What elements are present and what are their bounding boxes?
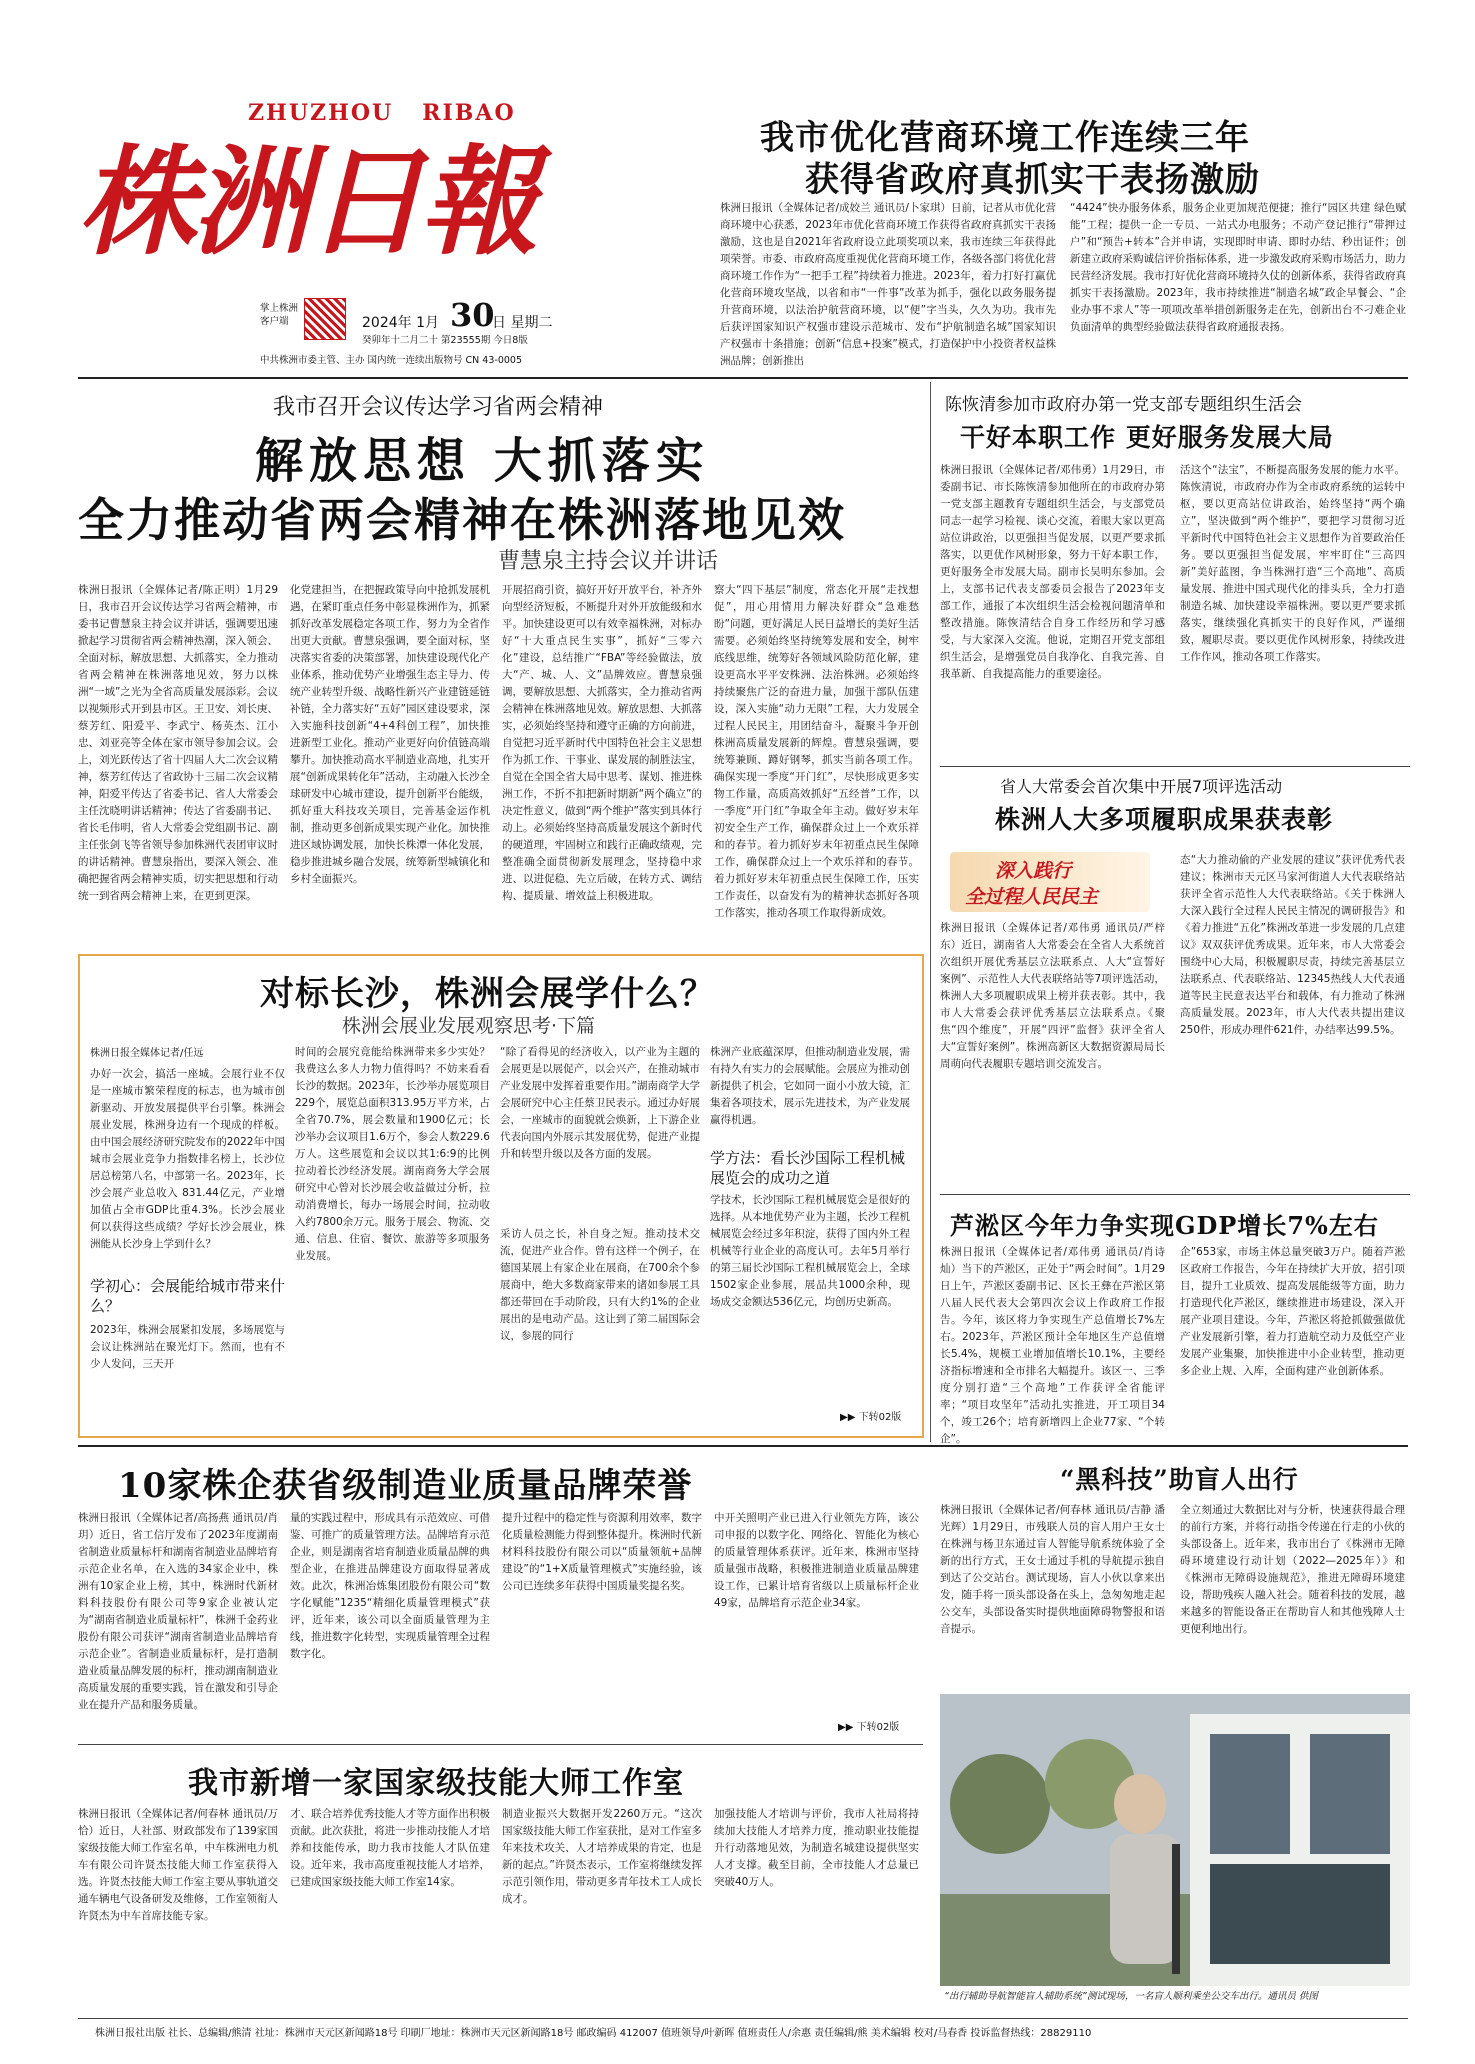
continued-label: 下转02版 — [858, 1412, 902, 1423]
gdp-col-1: 株洲日报讯（全媒体记者/邓伟勇 通讯员/肖诗灿）当下的芦淞区，正处于“两会时间”。1月29日上午，芦淞区委副书记、区长王彝在芦淞区第八届人民代表大会第四次会议上作政府工作报告。今年，该区将力争实现生产总值增长7%左右。2023年，芦淞区预计全年地区生产总值增长5.4%，规模工业增加值增长10.1%，主要经济指标增速和全市排名大幅提升。该区一、三季度分别打造“三个高地”工作获评全省能评率；“项目攻坚年”活动扎实推进，开工项目34个，竣工26个；培育新增四上企业77家、“个转企”。 — [940, 1246, 1165, 1445]
lead-col-2: 化党建担当，在把握政策导向中抢抓发展机遇，在紧盯重点任务中彰显株洲作为，抓紧抓好改革发展稳定各项工作，努力为全省作出更大贡献。曹慧泉强调，要全面对标，坚决落实省委的决策部署，加快建设现代化产业体系，推动优势产业增强生态主导力、传统产业转型升级、战略性新兴产业建链延链补链，全力落实好“五好”园区建设要求，深入实施科技创新“4+4科创工程”，加快推进新型工业化。推动产业更好向价值链高端攀升。加快推动高水平制造业高地，扎实开展“创新成果转化年”活动，主动融入长沙全球研发中心城市建设，提升创新平台能级，抓好重大科技攻关项目，完善基金运作机制，推动更多创新成果实现产业化。加快推进区域协调发展，加快长株潭一体化发展，稳步推进城乡融合发展，统筹新型城镇化和乡村全面振兴。 — [290, 584, 490, 885]
lead-kicker: 我市召开会议传达学习省两会精神 — [273, 395, 604, 420]
top-story-col-2: “4424”快办服务体系，服务企业更加规范便捷；推行“园区共建 绿色赋能”工程；提供一企一专员、一站式办电服务；不动产登记推行“带押过户”和“预告+转本”合并申请，实现即时申请、即时办结、秒出证件；创新建立政府采购诚信评价指标体系，进一步激发政府采购市场活力，助力民营经济发展。我市打好优化营商环境持久仗的创新体系，获得省政府真抓实干表扬激励。2023年，我市持续推进“制造名城”政企早餐会、“企业办事不求人”等一项项改革举措创新服务走在先，创新出台不刁难企业负面清单的典型经验做法获得省政府通报表扬。 — [1070, 202, 1406, 333]
master-col-3: 制造业振兴大数据开发2260万元。“这次国家级技能大师工作室获批，是对工作室多年来技术攻关、人才培养成果的肯定，也是新的起点。”许贤杰表示，工作室将继续发挥示范引领作用，带动更多青年技术工人成长成才。 — [502, 1808, 702, 1905]
npc-story — [940, 770, 1410, 1190]
badge-line-1: 深入践行 — [995, 860, 1072, 882]
lead-col-3: 开展招商引资，搞好开好开放平台，补齐外向型经济短板，不断提升对外开放能级和水平。加快建设更可以有效幸福株洲，对标办好“十大重点民生实事”，抓好“三零六化”建设，总结推广“FBA”等经验做法，放大“产、城、人、文”品牌效应。曹慧泉强调，要解放思想、大抓落实，全力推动省两会精神在株洲落地见效。解放思想、大抓落实，必须始终坚持和遵守正确的方向前进，自觉把习近平新时代中国特色社会主义思想作为抓工作、干事业、谋发展的制胜法宝，自觉在全国全省大局中思考、谋划、推进株洲工作，不折不扣把新时期新“两个确立”的决定性意义，做到“两个维护”落实到具体行动上。必须始终坚持高质量发展这个新时代的硬道理，牢固树立和践行正确政绩观，完整准确全面贯彻新发展理念，坚持稳中求进、以进促稳、先立后破，在转方式、调结构、提质量、增效益上积极进取。 — [502, 584, 702, 902]
qr-caption: 掌上株洲 客户端 — [260, 303, 299, 327]
quality-col-4: 中开关照明产业已进入行业领先方阵，该公司申报的以数字化、网络化、智能化为核心的质量管理体系获评。近年来，株洲市坚持质量强市战略，积极推进制造业质量品牌建设工作，已累计培育省级以上质量标杆企业49家，品牌培育示范企业34家。 — [714, 1512, 919, 1609]
npc-headline: 株洲人大多项履职成果获表彰 — [995, 805, 1334, 834]
master-col-1: 株洲日报讯（全媒体记者/何春林 通讯员/万恰）近日，人社部、财政部发布了139家国家级技能大师工作室名单，中车株洲电力机车有限公司许贤杰技能大师工作室获得入选。许贤杰技能大师工作室主要从事轨道交通车辆电气设备研发及维修，工作室领衔人许贤杰为中车首席技能专家。 — [78, 1808, 278, 1922]
boxed-headline: 对标长沙，株洲会展学什么？ — [260, 974, 715, 1014]
lead-subhead: 曹慧泉主持会议并讲话 — [498, 549, 719, 574]
quality-headline: 10家株企获省级制造业质量品牌荣誉 — [118, 1466, 693, 1506]
bus-scene-illustration — [940, 1694, 1410, 1986]
divider — [78, 377, 1408, 379]
photo-caption: “出行辅助导航智能盲人辅助系统”测试现场，一名盲人顺利乘坐公交车出行。通讯员 供图 — [944, 1991, 1318, 2002]
arrow-icon: ▶▶ — [838, 1722, 854, 1733]
lunar-issue: 癸卯年十二月二十 第23555期 今日8版 — [362, 335, 528, 346]
column-divider — [930, 382, 931, 1442]
divider — [78, 1445, 1408, 1447]
badge-line-2: 全过程人民民主 — [965, 886, 1099, 908]
blind-col-1: 株洲日报讯（全媒体记者/何春林 通讯员/吉静 潘光辉）1月29日，市残联人员的盲人用户王女士在株洲与杨卫东通过盲人智能导航系统体验了全新的出行方式，王女士通过手机的导航提示独自到达了公交站台。测试现场，盲人小伙以拿来出发，随手将一顶头部设备在头上，急匆匆地走起公交车，头部设备实时提供地面障碍物警报和语音提示。 — [940, 1504, 1165, 1635]
blind-col-2: 全立刻通过大数据比对与分析，快速获得最合理的前行方案，并将行动指令传递在行走的小伙的头部设备上。近年来，我市出台了《株洲市无障碍环境建设行动计划（2022—2025年）》和《株洲市无障碍设施规范》，推进无障碍环境建设，帮助残疾人融入社会。随着科技的发展，越来越多的智能设备正在帮助盲人和其他残障人士更便利地出行。 — [1180, 1504, 1405, 1635]
gdp-headline: 芦淞区今年力争实现GDP增长7%左右 — [950, 1211, 1379, 1240]
lead-headline-1: 解放思想 大抓落实 — [255, 433, 710, 489]
chen-col-1: 株洲日报讯（全媒体记者/邓伟勇）1月29日，市委副书记、市长陈恢清参加他所在的市政府办第一党支部主题教育专题组织生活会，与支部党员同志一起学习检视、谈心交流，着眼大家以更高站位讲政治，以更强担当促发展，以更严要求抓落实，以更优作风树形象，努力干好本职工作，更好服务全市发展大局。副市长吴明东参加。会上，支部书记代表支部委员会报告了2023年支部工作，通报了本次组织生活会检视问题清单和整改措施。陈恢清结合自身工作经历和学习感受，与大家深入交流。他说，定期召开党支部组织生活会，是增强党员自我净化、自我完善、自我革新、自我提高能力的重要途径。 — [940, 464, 1165, 680]
continued-link[interactable] — [838, 1718, 899, 1733]
boxed-col-4: 株洲产业底蕴深厚，但推动制造业发展，需有持久有实力的会展赋能。会展应为推动创新提供了机会，它如同一面小小放大镜，汇集着各项技术，展示先进技术，为产业发展赢得机遇。 — [710, 1046, 910, 1126]
lead-headline-2: 全力推动省两会精神在株洲落地见效 — [78, 493, 846, 547]
lead-col-4: 察大“四下基层”制度，常态化开展“走找想促”，用心用情用力解决好群众“急难愁盼”问题，更好满足人民日益增长的美好生活需要。必须始终坚持统筹发展和安全，树牢底线思维，统筹好各领域风险防范化解，建设更高水平平安株洲、法治株洲。必须始终持续聚焦广泛的奋进力量，加强干部队伍建设，深入实施“动力无限”工程，大力发展全过程人民民主，用团结奋斗，凝聚斗争开创株洲高质量发展新的辉煌。曹慧泉强调，要统筹兼顾、蹲好钢琴，抓实当前各项工作。确保实现一季度“开门红”，尽快形成更多实物工作量，高质高效抓好“五经普”工作，以一季度“开门红”争取全年主动。做好岁末年初安全生产工作，确保群众过上一个欢乐祥和的春节。着力抓好岁末年初重点民生保障工作，确保群众过上一个欢乐祥和的春节。着力抓好岁末年初重点民生保障工作，压实工作责任，以奋发有为的精神状态抓好各项工作落实，推动各项工作取得新成效。 — [714, 584, 919, 919]
continued-label: 下转02版 — [856, 1722, 900, 1733]
chen-story — [940, 382, 1410, 762]
chen-kicker: 陈恢清参加市政府办第一党支部专题组织生活会 — [945, 395, 1302, 415]
boxed-feature — [78, 954, 924, 1438]
arrow-icon: ▶▶ — [840, 1412, 856, 1423]
democracy-badge — [950, 852, 1150, 912]
footer-imprint: 株洲日报社出版 社长、总编辑/熊清 社址：株洲市天元区新闻路18号 印刷厂地址：株洲市天元区新闻路18号 邮政编码 412007 值班领导/叶新晖 值班责任人/余惠 责任编辑/熊 美术编辑 校对/马春香 投诉监督热线：28829110 — [95, 2028, 1092, 2039]
top-story-col-1: 株洲日报讯（全媒体记者/成姣兰 通讯员/卜家琪）日前，记者从市优化营商环境中心获悉，2023年市优化营商环境工作获得省政府真抓实干表扬激励，这也是自2021年省政府设立此项奖项以来，我市连续三年获得此项荣誉。市委、市政府高度重视优化营商环境工作，各级各部门将优化营商环境工作作为“一把手工程”持续着力推进。2023年，着力打好打赢优化营商环境攻坚战，以省和市“一件事”改革为抓手，强化以政务服务提升营商环境，以法治护航营商环境，以“便”字当头，久久为功。我市先后获评国家知识产权强市建设示范城市、发布“护航制造名城”国家知识产权强市十条措施；创新“信息+投案”模式，打造保护中小投资者权益株洲品牌；创新推出 — [720, 202, 1056, 367]
issue-date-day: 30 — [450, 296, 495, 334]
masthead-title: 株洲日報 — [78, 132, 535, 271]
boxed-subhead: 株洲会展业发展观察思考·下篇 — [342, 1015, 596, 1037]
quality-col-3: 提升过程中的稳定性与资源利用效率，数字化质量检测能力得到整体提升。株洲时代新材料科技股份有限公司以“质量领航+品牌建设”的“1+X质量管理模式”实施经验，该公司已连续多年获得中国质量奖提名奖。 — [502, 1512, 702, 1592]
boxed-col-4b: 学技术，长沙国际工程机械展览会是很好的选择。从本地优势产业为主题，长沙工程机械展览会经过多年积淀，获得了国内外工程机械等行业企业的高度认可。去年5月举行的第三届长沙国际工程机械展览会上，全球1502家企业参展，展品共1000余种，现场成交金额达536亿元，均创历史新高。 — [710, 1194, 910, 1308]
npc-kicker: 省人大常委会首次集中开展7项评选活动 — [1000, 777, 1283, 796]
quality-col-1: 株洲日报讯（全媒体记者/高扬燕 通讯员/肖玥）近日，省工信厅发布了2023年度湖南省制造业质量标杆和湖南省制造业品牌培育示范企业名单，在入选的34家企业中，株洲有10家企业上榜，其中，株洲时代新材料科技股份有限公司等9家企业被认定为“湖南省制造业质量标杆”，株洲千金药业股份有限公司获评“湖南省制造业品牌培育示范企业”。省制造业质量标杆，是打造制造业质量品牌发展的标杆，推动湖南制造业高质量发展的重要实践，旨在激发和引导企业在提升产品和服务质量。 — [78, 1512, 278, 1711]
blind-headline: “黑科技”助盲人出行 — [1060, 1465, 1299, 1494]
news-photo — [940, 1694, 1410, 1986]
continued-link[interactable] — [840, 1408, 901, 1423]
issue-date-weekday: 日 星期二 — [492, 315, 553, 331]
masthead-pinyin: ZHUZHOU RIBAO — [248, 100, 516, 126]
issue-date-year: 2024年 1月 — [362, 315, 439, 331]
top-story-headline-1: 我市优化营商环境工作连续三年 — [760, 118, 1250, 158]
quality-col-2: 量的实践过程中，形成具有示范效应、可借鉴、可推广的质量管理方法。品牌培育示范企业，则是湖南省培育制造业质量品牌的典型企业，在推进品牌建设方面取得显著成效。此次，株洲冶炼集团股份有限公司“数字化赋能”1235“精细化质量管理模式”获评，近年来，该公司以全面质量管理为主线，推进数字化转型，实现质量管理全过程数字化。 — [290, 1512, 490, 1660]
divider — [78, 1744, 923, 1745]
master-headline: 我市新增一家国家级技能大师工作室 — [188, 1766, 684, 1801]
divider — [78, 2018, 1408, 2019]
qr-code[interactable] — [304, 298, 346, 340]
boxed-col-2: 时间的会展究竟能给株洲带来多少实处？我费这么多人力物力值得吗？不妨来看看长沙的数据。2023年，长沙举办展览项目229个，展览总面积313.95万平方米，占全省70.7%，展会数量和1900亿元；长沙举办会议项目1.6万个，参会人数229.6万人。这些展览和会议以其1:6:9的比例拉动着长沙经济发展。湖南商务大学会展研究中心曾对长沙展会收益做过分析，拉动消费增长，每办一场展会时间，拉动收入约7800余万元。服务于展会、物流、交通、信息、住宿、餐饮、旅游等多项服务业发展。 — [295, 1046, 490, 1262]
boxed-byline: 株洲日报全媒体记者/任远 — [90, 1048, 204, 1059]
lead-col-1: 株洲日报讯（全媒体记者/陈正明）1月29日，我市召开会议传达学习省两会精神，市委书记曹慧泉主持会议并讲话，强调要迅速掀起学习贯彻省两会精神热潮，深入领会、全面对标，解放思想、大抓落实，全力推动省两会精神在株洲落地见效，努力以株洲“一域”之光为全省高质量发展添彩。会议以视频形式开到县市区。王卫安、刘长庚、蔡芳红、阳爱平、李武宁、杨英杰、江小忠、刘亚亮等全体在家市领导参加会议。会上，刘光跃传达了省十四届人大二次会议精神，蔡芳红传达了省政协十三届二次会议精神，阳爱平传达了省委书记、省人大常委会主任沈晓明讲话精神；传达了省委副书记、省长毛伟明，省人大常委会党组副书记、副主任张剑飞等省领导参加株洲代表团审议时的讲话精神。曹慧泉指出，要深入领会、准确把握省两会精神实质，切实把思想和行动统一到省两会精神上来，在更到更深。 — [78, 584, 278, 902]
top-story-headline-2: 获得省政府真抓实干表扬激励 — [805, 160, 1260, 200]
chen-col-2: 活这个“法宝”，不断提高服务发展的能力水平。陈恢清说，市政府办作为全市政府系统的运转中枢，要以更高站位讲政治，始终坚持“两个确立”，坚决做到“两个维护”，要把学习贯彻习近平新时代中国特色社会主义思想作为首要政治任务。要以更强担当促发展，牢牢盯住“三高四新”美好蓝图，争当株洲打造“三个高地”、高质量发展、推进中国式现代化的排头兵，全力打造制造名城、加快建设幸福株洲。要以更严要求抓落实，继续强化真抓实干的良好作风，严谨细致，履职尽责。要以更优作风树形象，持续改进工作作风，推动各项工作落实。 — [1180, 464, 1405, 663]
quality-story — [78, 1450, 923, 1740]
master-story — [78, 1748, 923, 2010]
lead-story — [78, 382, 923, 942]
divider — [940, 1194, 1410, 1195]
master-col-2: 才、联合培养优秀技能人才等方面作出积极贡献。此次获批，将进一步推动技能人才培养和技能传承，助力我市技能人才队伍建设。近年来，我市高度重视技能人才培养，已建成国家级技能大师工作室14家。 — [290, 1808, 490, 1888]
chen-headline: 干好本职工作 更好服务发展大局 — [960, 423, 1334, 452]
boxed-subhead-a: 学初心：会展能给城市带来什么？ — [90, 1277, 286, 1315]
blind-story — [940, 1450, 1410, 1690]
boxed-col-3b: 采访人员之长，补自身之短。推动技术交流，促进产业合作。曾有这样一个例子，在德国某展上有家企业在展商，在700余个参展商中，绝大多数商家带来的诸如参展工具都还带回在手动阶段，只有大约1%的企业展出的是电动产品。这让到了第二届国际会议，参展的同行 — [500, 1228, 700, 1342]
boxed-subhead-b: 学方法：看长沙国际工程机械展览会的成功之道 — [710, 1149, 906, 1187]
divider — [940, 766, 1410, 767]
boxed-col-1: 办好一次会，搞活一座城。会展行业不仅是一座城市繁荣程度的标志，也为城市创新驱动、开放发展提供平台引擎。株洲会展业发展，株洲身边有一个现成的样板。由中国会展经济研究院发布的2022年中国城市会展业竞争力指数排名榜上，长沙位居总榜第八名，中部第一名。2023年，长沙会展产业总收入 831.44亿元，产业增加值占全市GDP比重4.3%。长沙会展业何以获得这些成绩？学好长沙会展业，株洲能从长沙身上学到什么？ — [90, 1068, 285, 1250]
npc-col-1: 株洲日报讯（全媒体记者/邓伟勇 通讯员/严梓东）近日，湖南省人大常委会在全省人大系统首次组织开展优秀基层立法联系点、人大“宣誓好案例”、示范性人大代表联络站等7项评选活动，株洲人大多项履职成果上榜并获表彰。其中，我市人大常委会获评优秀基层立法联系点。《聚焦“四个维度”，开展“四评”监督》获评全省人大“宣誓好案例”。株洲高新区大数据资源局局长周萌向代表履职专题培训交流发言。 — [940, 922, 1165, 1070]
master-col-4: 加强技能人才培训与评价，我市人社局将持续加大技能人才培养力度，推动职业技能提升行动落地见效，为制造名城建设提供坚实人才支撑。截至目前，全市技能人才总量已突破40万人。 — [714, 1808, 919, 1888]
top-story — [720, 100, 1410, 367]
gdp-col-2: 企”653家，市场主体总量突破3万户。随着芦淞区政府工作报告，今年在持续扩大开放，招引项目，提升工业质效、提高发展能级等方面，助力打造现代化芦淞区，继续推进市场建设，深入开展产业项目建设。今年，芦淞区将抢抓做强做优产业发展新引擎，着力打造航空动力及低空产业发展产业集聚，加快推进中小企业转型，推动更多企业上规、入库，全面构建产业创新体系。 — [1180, 1246, 1405, 1377]
boxed-col-3: “除了看得见的经济收入，以产业为主题的会展更是以展促产，以会兴产，在推动城市产业发展中发挥着重要作用。”湖南商学大学会展研究中心主任蔡卫民表示。通过办好展会，一座城市的面貌就会焕新，上下游企业代表向国内外展示其发展优势，促进产业提升和转型升级以及各方面的发展。 — [500, 1046, 700, 1160]
boxed-col-1b: 2023年，株洲会展紧扣发展，多场展览与会议让株洲站在聚光灯下。然而，也有不少人发问，三天开 — [90, 1324, 285, 1370]
gdp-story — [940, 1198, 1410, 1445]
publisher-line: 中共株洲市委主管、主办 国内统一连续出版物号 CN 43-0005 — [260, 355, 522, 366]
npc-col-2: 态“大力推动偷的产业发展的建议”获评优秀代表建议；株洲市天元区马家河街道人大代表联络站获评全省示范性人大代表联络站。《关于株洲人大深入践行全过程人民民主情况的调研报告》和《着力推进“五化”株洲改革进一步发展的几点建议》双双获评优秀成果。近年来，市人大常委会围绕中心大局，积极履职尽责，持续完善基层立法联系点、代表联络站、12345热线人大代表通道等民主民意表达平台和载体，有力推动了株洲高质量发展。2023年，市人大代表共提出建议250件，形成办理件621件，办结率达99.5%。 — [1180, 854, 1405, 1036]
